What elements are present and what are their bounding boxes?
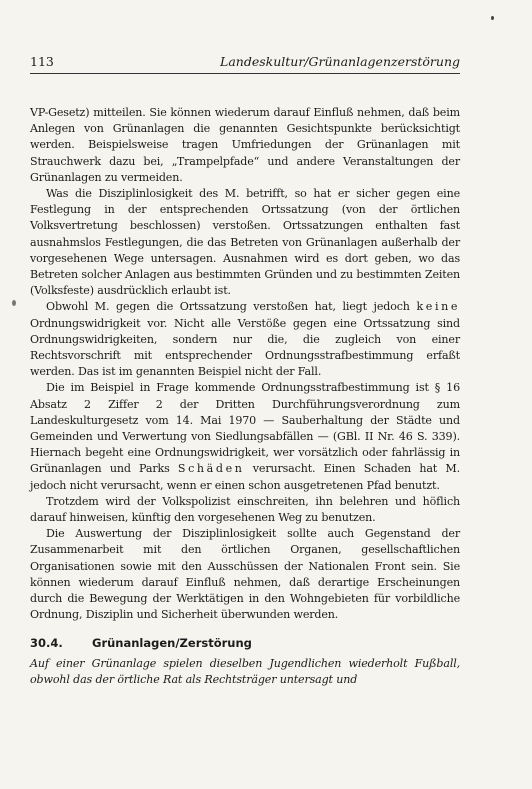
section-heading	[30, 636, 460, 650]
paragraph-3-part-b: Ordnungswidrigkeit vor. Nicht alle Verstöße gegen eine Ortssatzung sind Ordnungswidrigkeiten, sondern nur die, die zugleich von einer Rechtsvorschrift mit entsprechender Ordnungsstrafbestimmung erfaßt werden. Das ist im genannten Beispiel nicht der Fall.	[30, 316, 460, 379]
running-title: Landeskultur/Grünanlagenzerstörung	[220, 54, 460, 69]
paragraph-2: Was die Disziplinlosigkeit des M. betrifft, so hat er sicher gegen eine Festlegung in der entsprechenden Ortssatzung (von der örtlichen Volksvertretung beschlossen) verstoßen. Ortssatzungen enthalten fast ausnahmslos Festlegungen, die das Betreten von Grünanlagen außerhalb der vorgesehenen Wege untersagen. Ausnahmen wird es dort geben, wo das Betreten solcher Anlagen aus bestimmten Gründen und zu bestimmten Zeiten (Volksfeste) ausdrücklich erlaubt ist.	[30, 187, 460, 298]
scan-speck-mark-left	[12, 300, 16, 306]
paragraph-5: Trotzdem wird der Volkspolizist einschreiten, ihn belehren und höflich darauf hinweisen, künftig den vorgesehenen Weg zu benutzen.	[30, 494, 460, 525]
page-number: 113	[30, 54, 54, 69]
section-number: 30.4.	[30, 635, 63, 650]
paragraph-4-part-b: verursacht. Einen Schaden hat M. jedoch nicht verursacht, wenn er einen schon ausgetretenen Pfad benutzt.	[30, 462, 460, 492]
emphasis-keine: keine	[416, 300, 460, 314]
book-page	[30, 54, 460, 688]
case-description: Auf einer Grünanlage spielen dieselben Jugendlichen wiederholt Fußball, obwohl das der örtliche Rat als Rechtsträger untersagt und	[30, 656, 460, 686]
running-header	[30, 54, 460, 74]
paragraph-6: Die Auswertung der Disziplinlosigkeit sollte auch Gegenstand der Zusammenarbeit mit den örtlichen Organen, gesellschaftlichen Organisationen sowie mit den Ausschüssen der Nationalen Front sein. Sie können wiederum darauf Einfluß nehmen, daß derartige Erscheinungen durch die Bewegung der Werktätigen in den Wohngebieten für vorbildliche Ordnung, Disziplin und Sicherheit überwunden werden.	[30, 527, 460, 622]
scan-speck-mark	[491, 16, 494, 20]
paragraph-4-part-a: Die im Beispiel in Frage kommende Ordnungsstrafbestimmung ist § 16 Absatz 2 Ziffer 2 der Dritten Durchführungsverordnung zum Landeskulturgesetz vom 14. Mai 1970 — Sauberhaltung der Städte und Gemeinden und Verwertung von Siedlungsabfällen — (GBl. II Nr. 46 S. 339). Hiernach begeht eine Ordnungswidrigkeit, wer vorsätzlich oder fahrlässig in Grünanlagen und Parks	[30, 381, 460, 476]
paragraph-4	[30, 380, 460, 493]
body-text	[30, 105, 460, 624]
emphasis-schaeden: Schäden	[177, 462, 245, 476]
paragraph-1: VP-Gesetz) mitteilen. Sie können wiederum darauf Einfluß nehmen, daß beim Anlegen von Grünanlagen die genannten Gesichtspunkte berücksichtigt werden. Beispielsweise tragen Umfriedungen der Grünanlagen mit Strauchwerk dazu bei, „Trampelpfade“ und andere Veranstaltungen der Grünanlagen zu vermeiden.	[30, 106, 460, 184]
paragraph-3	[30, 299, 460, 380]
section-title: Grünanlagen/Zerstörung	[92, 635, 252, 650]
paragraph-3-part-a: Obwohl M. gegen die Ortssatzung verstoßen hat, liegt jedoch	[46, 300, 410, 314]
